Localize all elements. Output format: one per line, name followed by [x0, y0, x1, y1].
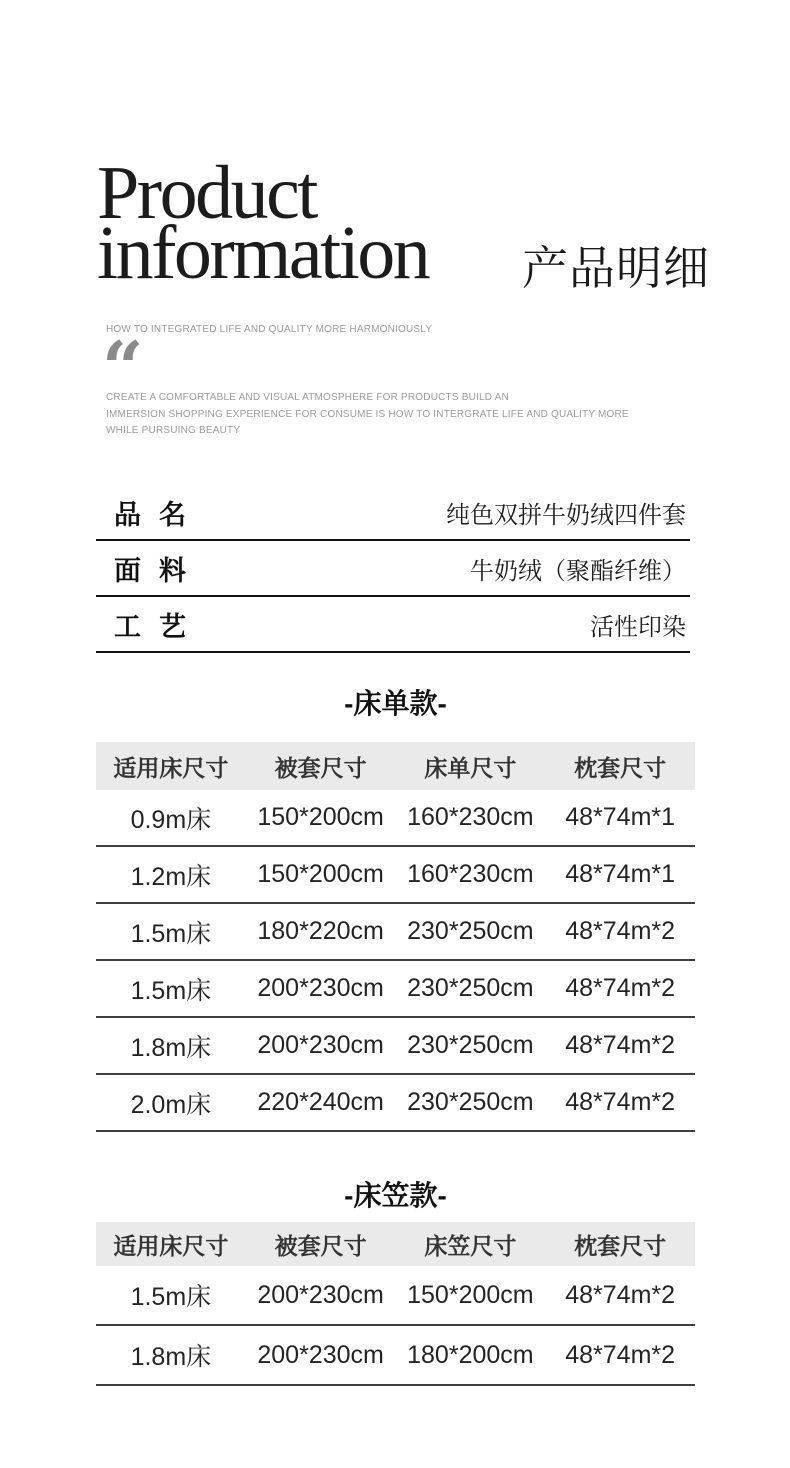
spec-label-char: 艺 [159, 611, 186, 642]
table-cell: 48*74m*2 [565, 1280, 676, 1309]
table-row [96, 904, 695, 961]
table-cell: 150*200cm [407, 1280, 534, 1309]
spec-label-char: 品 [114, 499, 141, 530]
table-cell: 230*250cm [407, 1031, 534, 1059]
table-cell: 200*230cm [257, 1031, 384, 1059]
table-header-row [96, 742, 695, 790]
table-row [96, 790, 695, 847]
spec-label [114, 549, 186, 588]
table-row [96, 847, 695, 904]
table-cell: 160*230cm [407, 803, 534, 831]
table-cell: 2.0m床 [130, 1090, 212, 1119]
column-header: 适用床尺寸 [113, 754, 229, 781]
table-cell: 48*74m*1 [565, 860, 676, 888]
table-cell: 180*200cm [407, 1340, 534, 1369]
description-line: CREATE A COMFORTABLE AND VISUAL ATMOSPHERE FOR PRODUCTS BUILD AN [106, 392, 509, 403]
spec-value: 牛奶绒（聚酯纤维） [470, 557, 686, 585]
table-cell: 180*220cm [257, 917, 384, 945]
column-header: 被套尺寸 [274, 1232, 367, 1259]
table-cell: 230*250cm [407, 1088, 534, 1116]
table-cell: 150*200cm [257, 860, 384, 888]
table-cell: 1.5m床 [130, 1283, 212, 1311]
section-title: -床笠款- [344, 1180, 447, 1211]
column-header: 适用床尺寸 [113, 1232, 229, 1259]
page-title-en-line1: Product [97, 151, 316, 235]
table-cell: 1.2m床 [130, 862, 212, 891]
table-cell: 1.5m床 [130, 919, 212, 948]
table-cell: 200*230cm [257, 1280, 384, 1309]
page-title-zh: 产品明细 [522, 243, 710, 294]
page-title-en [97, 151, 429, 295]
table-cell: 230*250cm [407, 917, 534, 945]
table-cell: 200*230cm [257, 1340, 384, 1369]
size-table-fitted-style [96, 1178, 695, 1386]
table-cell: 1.5m床 [130, 976, 212, 1005]
column-header: 枕套尺寸 [574, 754, 667, 781]
table-row [96, 961, 695, 1018]
description-line: WHILE PURSUING BEAUTY [106, 425, 241, 436]
table-cell: 48*74m*2 [565, 917, 676, 945]
table-cell: 48*74m*2 [565, 1088, 676, 1116]
table-cell: 160*230cm [407, 860, 534, 888]
description-line: IMMERSION SHOPPING EXPERIENCE FOR CONSUME IS HOW TO INTERGRATE LIFE AND QUALITY MORE [106, 408, 629, 420]
table-cell: 200*230cm [257, 974, 384, 1002]
table-cell: 1.8m床 [130, 1343, 212, 1371]
table-cell: 220*240cm [257, 1088, 384, 1116]
table-cell: 48*74m*1 [565, 803, 676, 831]
table-cell: 0.9m床 [130, 805, 212, 834]
table-cell: 48*74m*2 [565, 974, 676, 1002]
table-cell: 48*74m*2 [565, 1340, 676, 1369]
spec-value: 活性印染 [590, 613, 686, 641]
spec-label-char: 面 [114, 555, 141, 586]
table-cell: 230*250cm [407, 974, 534, 1002]
spec-label-char: 工 [114, 611, 141, 642]
tagline: HOW TO INTEGRATED LIFE AND QUALITY MORE HARMONIOUSLY [106, 324, 433, 335]
section-title: -床单款- [344, 688, 447, 719]
spec-row-fabric [96, 541, 690, 597]
table-row [96, 1326, 695, 1386]
table-cell: 150*200cm [257, 803, 384, 831]
spec-row-product-name [96, 485, 690, 541]
table-cell: 1.8m床 [130, 1033, 212, 1062]
spec-list [96, 485, 690, 653]
page-title-en-line2: information [97, 211, 429, 295]
spec-label-char: 名 [159, 499, 186, 530]
table-row [96, 1018, 695, 1075]
quote-icon: “ [102, 325, 144, 410]
spec-label [114, 605, 186, 644]
column-header: 被套尺寸 [274, 754, 367, 781]
spec-label-char: 料 [159, 555, 186, 586]
table-header-row [96, 1222, 695, 1266]
column-header: 床单尺寸 [424, 754, 517, 781]
spec-value: 纯色双拼牛奶绒四件套 [446, 501, 686, 529]
spec-row-craft [96, 597, 690, 653]
table-row [96, 1075, 695, 1132]
table-cell: 48*74m*2 [565, 1031, 676, 1059]
description-paragraph [106, 390, 629, 440]
column-header: 枕套尺寸 [574, 1232, 667, 1259]
column-header: 床笠尺寸 [424, 1232, 517, 1259]
table-row [96, 1266, 695, 1326]
size-table-sheet-style [96, 686, 695, 1132]
spec-label [114, 493, 186, 532]
